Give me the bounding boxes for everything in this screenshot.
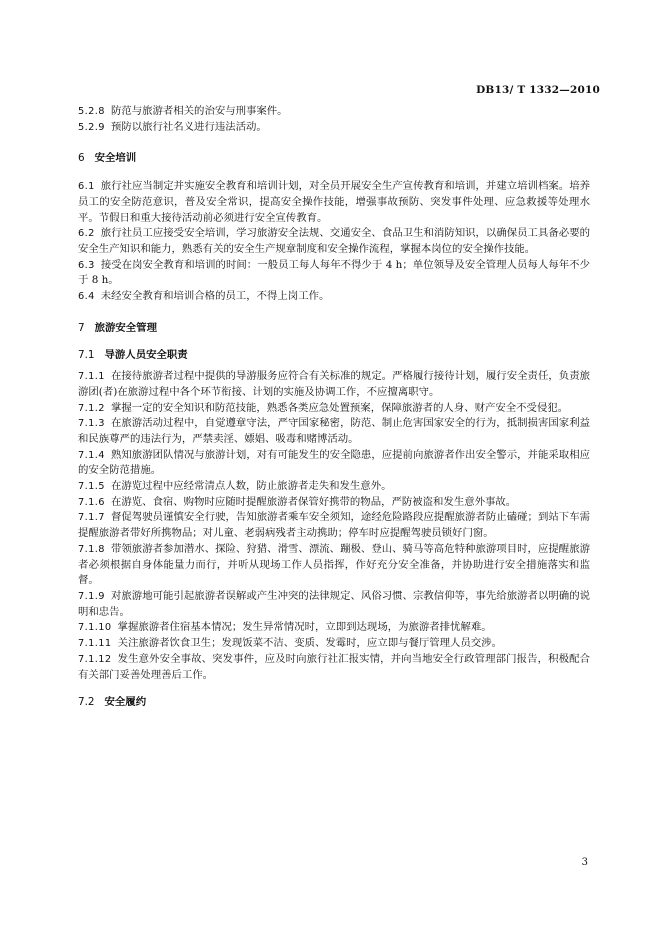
clause-7-1-10: 7.1.10 掌握旅游者住宿基本情况；发生异常情况时，立即到达现场，为旅游者排忧解难。	[78, 621, 492, 634]
clause-7-1-5: 7.1.5 在游览过程中应经常清点人数，防止旅游者走失和发生意外。	[78, 480, 392, 493]
clause-7-1-4: 7.1.4 熟知旅游团队情况与旅游计划，对有可能发生的安全隐患，应提前向旅游者作出安全警示，并能采取相应的安全防范措施。	[78, 448, 590, 477]
clause-6-1: 6.1 旅行社应当制定并实施安全教育和培训计划，对全员开展安全生产宣传教育和培训，并建立培训档案。培养员工的安全防范意识，普及安全常识，提高安全操作技能，增强事故预防、突发事件处理、应急救援等处理水平。节假日和重大接待活动前必须进行安全宣传教育。	[78, 180, 590, 224]
document-code: DB13/ T 1332—2010	[476, 84, 600, 96]
page-body	[78, 104, 590, 711]
clause-7-1-2: 7.1.2 掌握一定的安全知识和防范技能，熟悉各类应急处置预案，保障旅游者的人身、财产安全不受侵犯。	[78, 401, 569, 414]
clause-7-1-9: 7.1.9 对旅游地可能引起旅游者误解或产生冲突的法律规定、风俗习惯、宗教信仰等，事先给旅游者以明确的说明和忠告。	[78, 589, 590, 618]
clause-6-2: 6.2 旅行社员工应接受安全培训，学习旅游安全法规、交通安全、食品卫生和消防知识，以确保员工具备必要的安全生产知识和能力，熟悉有关的安全生产规章制度和安全操作流程，掌握本岗位的安全操作技能。	[78, 227, 590, 255]
section-7-2-heading: 7.2 安全履约	[78, 696, 147, 709]
clause-7-1-8: 7.1.8 带领旅游者参加潜水、探险、狩猎、滑雪、漂流、蹦极、登山、骑马等高危特种旅游项目时，应提醒旅游者必须根据自身体能量力而行，并听从现场工作人员指挥，作好充分安全准备，并协助进行安全措施落实和监督。	[78, 542, 590, 587]
clause-7-1-1: 7.1.1 在接待旅游者过程中提供的导游服务应符合有关标准的规定。严格履行接待计划，履行安全责任，负责旅游团(者)在旅游过程中各个环节衔接、计划的实施及协调工作，不应擅离职守。	[78, 370, 590, 398]
clause-7-1-7: 7.1.7 督促驾驶员谨慎安全行驶，告知旅游者乘车安全须知，途经危险路段应提醒旅游者防止磕碰；到站下车需提醒旅游者带好所携物品；对儿童、老弱病残者主动携助；停车时应提醒驾驶员锁好门窗。	[78, 511, 590, 540]
clause-7-1-6: 7.1.6 在游览、食宿、购物时应随时提醒旅游者保管好携带的物品，严防被盗和发生意外事故。	[78, 495, 517, 508]
page-number: 3	[581, 857, 588, 868]
section-6-heading: 6 安全培训	[78, 152, 137, 165]
clause-6-4: 6.4 未经安全教育和培训合格的员工，不得上岗工作。	[78, 290, 330, 303]
section-7-1-heading: 7.1 导游人员安全职责	[78, 349, 188, 362]
clause-5-2-8: 5.2.8 防范与旅游者相关的治安与刑事案件。	[78, 105, 288, 117]
clause-7-1-3: 7.1.3 在旅游活动过程中，自觉遵章守法，严守国家秘密，防范、制止危害国家安全的行为，抵制损害国家利益和民族尊严的违法行为，严禁卖淫、嫖娼、吸毒和赌博活动。	[78, 417, 590, 445]
section-7-heading: 7 旅游安全管理	[78, 321, 157, 334]
clause-7-1-11: 7.1.11 关注旅游者饮食卫生；发现饭菜不洁、变质、发霉时，应立即与餐厅管理人员交涉。	[78, 637, 503, 650]
clause-7-1-12: 7.1.12 发生意外安全事故、突发事件，应及时向旅行社汇报实情，并向当地安全行政管理部门报告，积极配合有关部门妥善处理善后工作。	[78, 652, 590, 681]
clause-5-2-9: 5.2.9 预防以旅行社名义进行违法活动。	[78, 120, 267, 133]
clause-6-3: 6.3 接受在岗安全教育和培训的时间：一般员工每人每年不得少于 4 h；单位领导及安全管理人员每人每年不少于 8 h。	[78, 258, 590, 287]
